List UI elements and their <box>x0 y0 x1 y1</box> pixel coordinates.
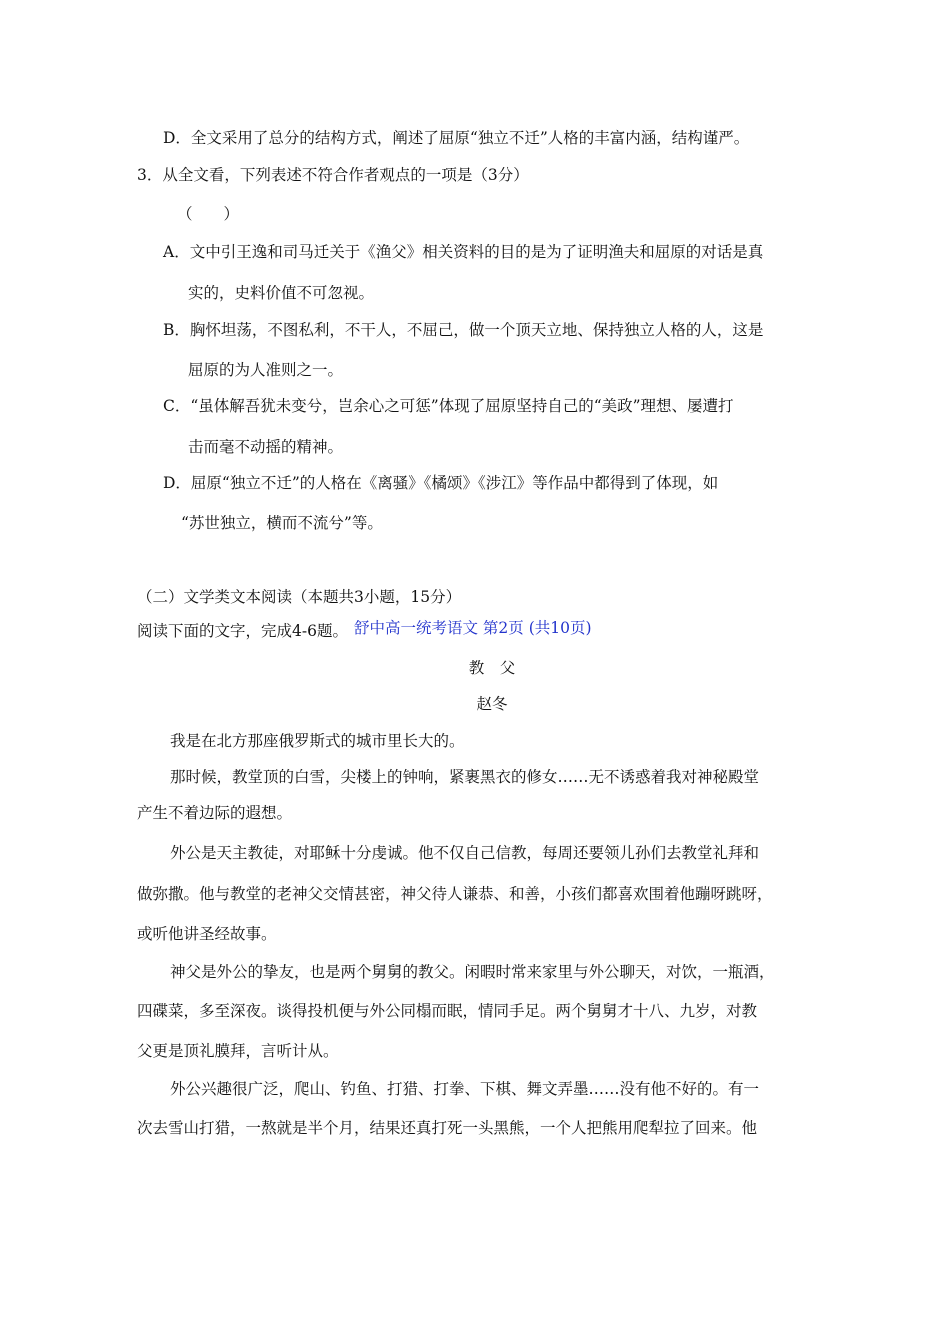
story-line: 外公兴趣很广泛，爬山、钓鱼、打猎、打拳、下棋、舞文弄墨……没有他不好的。有一 <box>170 1080 760 1098</box>
reading-instruction: 阅读下面的文字，完成4-6题。 <box>137 622 348 640</box>
story-author: 赵冬 <box>476 695 508 713</box>
option-d-line1: D．屈原“独立不迁”的人格在《离骚》《橘颂》《涉江》等作品中都得到了体现，如 <box>163 474 719 492</box>
section-heading: （二）文学类文本阅读（本题共3小题，15分） <box>137 588 462 606</box>
option-c-line1: C．“虽体解吾犹未变兮，岂余心之可惩”体现了屈原坚持自己的“美政”理想、屡遭打 <box>163 397 734 415</box>
story-line: 四碟菜，多至深夜。谈得投机便与外公同榻而眠，情同手足。两个舅舅才十八、九岁，对教 <box>137 1002 758 1020</box>
story-line: 外公是天主教徒，对耶稣十分虔诚。他不仅自己信教，每周还要领儿孙们去教堂礼拜和 <box>170 844 760 862</box>
option-a-line1: A．文中引王逸和司马迁关于《渔父》相关资料的目的是为了证明渔夫和屈原的对话是真 <box>163 243 764 261</box>
option-b-line2: 屈原的为人准则之一。 <box>188 361 344 379</box>
option-a-line2: 实的，史料价值不可忽视。 <box>188 284 375 302</box>
question-2-option-d: D．全文采用了总分的结构方式，阐述了屈原“独立不迁”人格的丰富内涵，结构谨严。 <box>163 129 750 147</box>
option-d-line2: “苏世独立，横而不流兮”等。 <box>181 514 383 532</box>
option-b-line1: B．胸怀坦荡，不图私利，不干人，不屈己，做一个顶天立地、保持独立人格的人，这是 <box>163 321 764 339</box>
question-3-stem: 3．从全文看，下列表述不符合作者观点的一项是（3分） <box>137 166 529 184</box>
story-line: 次去雪山打猎，一熬就是半个月，结果还真打死一头黑熊，一个人把熊用爬犁拉了回来。他 <box>137 1119 758 1137</box>
story-line: 或听他讲圣经故事。 <box>137 925 277 943</box>
story-line: 我是在北方那座俄罗斯式的城市里长大的。 <box>170 732 465 750</box>
story-title: 教 父 <box>468 659 516 677</box>
page-footer: 舒中高一统考语文 第2页 (共10页) <box>354 619 592 637</box>
story-line: 产生不着边际的遐想。 <box>137 804 293 822</box>
option-c-line2: 击而毫不动摇的精神。 <box>188 438 344 456</box>
story-line: 那时候，教堂顶的白雪，尖楼上的钟响，紧裹黑衣的修女……无不诱惑着我对神秘殿堂 <box>170 768 760 786</box>
story-line: 做弥撒。他与教堂的老神父交情甚密，神父待人谦恭、和善，小孩们都喜欢围着他蹦呀跳呀， <box>137 885 773 903</box>
story-line: 父更是顶礼膜拜，言听计从。 <box>137 1042 339 1060</box>
story-line: 神父是外公的挚友，也是两个舅舅的教父。闲暇时常来家里与外公聊天，对饮，一瓶酒， <box>170 963 775 981</box>
answer-blank: （ ） <box>177 205 240 223</box>
